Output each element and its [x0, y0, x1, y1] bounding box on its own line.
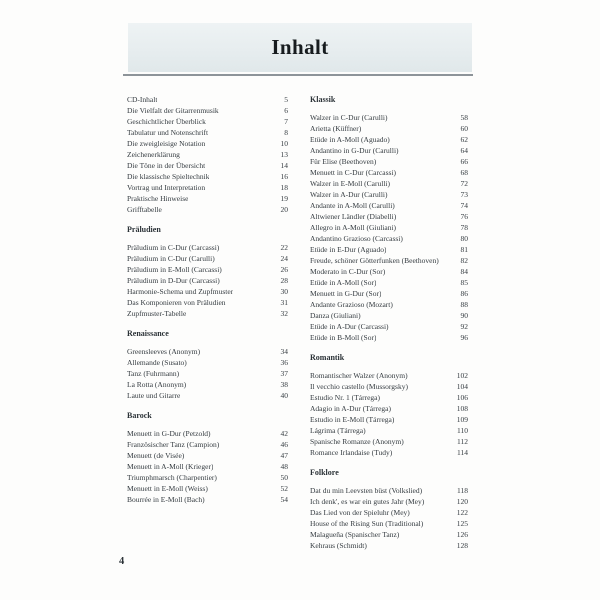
- toc-entry-page-number: 122: [456, 508, 468, 517]
- toc-entry-page-number: 106: [456, 393, 468, 402]
- toc-entry: [127, 275, 288, 286]
- toc-entry-page-number: 20: [280, 205, 288, 214]
- toc-entry: [127, 149, 288, 160]
- toc-entry-title: Andantino in G-Dur (Carulli): [310, 146, 399, 155]
- toc-entry: [310, 436, 468, 447]
- toc-entry: [310, 145, 468, 156]
- toc-entry-title: La Rotta (Anonym): [127, 380, 187, 389]
- toc-entry-title: Estudio in E-Moll (Tárrega): [310, 415, 395, 424]
- toc-entry: [310, 414, 468, 425]
- toc-entry-title: Walzer in A-Dur (Carulli): [310, 190, 388, 199]
- toc-entry-page-number: 78: [460, 223, 468, 232]
- toc-entry-title: Dat du min Leevsten büst (Volkslied): [310, 486, 423, 495]
- toc-entry: [310, 200, 468, 211]
- toc-entry-title: Präludium in C-Dur (Carulli): [127, 254, 215, 263]
- toc-entry-page-number: 32: [280, 309, 288, 318]
- toc-entry-page-number: 76: [460, 212, 468, 221]
- toc-entry-page-number: 84: [460, 267, 468, 276]
- toc-entry-title: Danza (Giuliani): [310, 311, 361, 320]
- toc-section-heading: Folklore: [310, 468, 339, 477]
- toc-section: [310, 467, 468, 551]
- toc-entry-title: Etüde in E-Dur (Aguado): [310, 245, 387, 254]
- page-title: Inhalt: [271, 35, 329, 59]
- toc-entry-title: Präludium in D-Dur (Carcassi): [127, 276, 220, 285]
- toc-entry-title: Präludium in E-Moll (Carcassi): [127, 265, 222, 274]
- toc-entry: [310, 496, 468, 507]
- toc-entry: [127, 428, 288, 439]
- toc-entry: [310, 222, 468, 233]
- toc-entry-title: Zupfmuster-Tabelle: [127, 309, 187, 318]
- toc-entry: [310, 112, 468, 123]
- toc-entry-title: Malagueña (Spanischer Tanz): [310, 530, 400, 539]
- toc-entry: [310, 266, 468, 277]
- toc-entry-page-number: 60: [460, 124, 468, 133]
- toc-entry: [310, 211, 468, 222]
- toc-entry-page-number: 5: [284, 95, 288, 104]
- toc-entry: [310, 425, 468, 436]
- toc-entry-page-number: 16: [280, 172, 288, 181]
- toc-entry-page-number: 14: [280, 161, 288, 170]
- toc-entry-page-number: 126: [456, 530, 468, 539]
- toc-entry-page-number: 102: [456, 371, 468, 380]
- toc-entry-page-number: 30: [280, 287, 288, 296]
- toc-entry-page-number: 72: [460, 179, 468, 188]
- toc-section: [127, 410, 288, 505]
- toc-entry: [310, 178, 468, 189]
- toc-entry-title: Andante in A-Moll (Carulli): [310, 201, 395, 210]
- toc-entry-title: Romantischer Walzer (Anonym): [310, 371, 408, 380]
- toc-entry-page-number: 96: [460, 333, 468, 342]
- toc-entry-page-number: 18: [280, 183, 288, 192]
- toc-entry-page-number: 86: [460, 289, 468, 298]
- toc-entry-page-number: 10: [280, 139, 288, 148]
- toc-entry-title: Das Komponieren von Präludien: [127, 298, 226, 307]
- toc-entry-title: Walzer in E-Moll (Carulli): [310, 179, 390, 188]
- toc-entry-page-number: 52: [280, 484, 288, 493]
- toc-entry: [310, 447, 468, 458]
- toc-section: [310, 94, 468, 343]
- toc-entry-page-number: 66: [460, 157, 468, 166]
- toc-entry-page-number: 62: [460, 135, 468, 144]
- toc-entry-title: Geschichtlicher Überblick: [127, 117, 206, 126]
- toc-entry: [127, 357, 288, 368]
- toc-entry-title: Il vecchio castello (Mussorgsky): [310, 382, 408, 391]
- toc-entry-page-number: 34: [280, 347, 288, 356]
- toc-entry-title: Die Töne in der Übersicht: [127, 161, 206, 170]
- toc-entry: [127, 242, 288, 253]
- toc-entry: [127, 182, 288, 193]
- toc-entry: [310, 332, 468, 343]
- toc-entry: [310, 288, 468, 299]
- toc-entry-page-number: 128: [456, 541, 468, 550]
- toc-section-heading: Renaissance: [127, 329, 169, 338]
- toc-entry-title: Etüde in B-Moll (Sor): [310, 333, 377, 342]
- toc-entry-title: Praktische Hinweise: [127, 194, 189, 203]
- toc-entry: [310, 485, 468, 496]
- toc-entry-page-number: 64: [460, 146, 468, 155]
- toc-entry: [310, 299, 468, 310]
- toc-entry: [310, 381, 468, 392]
- toc-entry: [127, 94, 288, 105]
- toc-entry-title: Französischer Tanz (Campion): [127, 440, 220, 449]
- toc-entry-title: Für Elise (Beethoven): [310, 157, 377, 166]
- toc-entry-title: Moderato in C-Dur (Sor): [310, 267, 386, 276]
- page-number: 4: [119, 556, 125, 567]
- toc-entry-page-number: 82: [460, 256, 468, 265]
- toc-entry-page-number: 50: [280, 473, 288, 482]
- page-header: [128, 23, 472, 72]
- toc-entry-title: Tabulatur und Notenschrift: [127, 128, 209, 137]
- toc-column-left: [127, 94, 288, 505]
- toc-entry-page-number: 92: [460, 322, 468, 331]
- toc-entry-page-number: 73: [460, 190, 468, 199]
- toc-entry-page-number: 19: [280, 194, 288, 203]
- toc-entry: [127, 138, 288, 149]
- toc-entry-page-number: 24: [280, 254, 288, 263]
- toc-entry-title: Präludium in C-Dur (Carcassi): [127, 243, 220, 252]
- toc-entry-page-number: 120: [456, 497, 468, 506]
- toc-entry-title: Bourrée in E-Moll (Bach): [127, 495, 205, 504]
- toc-entry-title: Tanz (Fuhrmann): [127, 369, 180, 378]
- toc-entry-title: Kehraus (Schmidt): [310, 541, 367, 550]
- toc-entry: [127, 461, 288, 472]
- toc-entry: [310, 529, 468, 540]
- toc-entry: [127, 390, 288, 401]
- toc-entry-title: Greensleeves (Anonym): [127, 347, 201, 356]
- toc-entry-title: Menuett in C-Dur (Carcassi): [310, 168, 397, 177]
- toc-entry-title: Vortrag und Interpretation: [127, 183, 206, 192]
- toc-entry-title: Zeichenerklärung: [127, 150, 180, 159]
- toc-entry-page-number: 88: [460, 300, 468, 309]
- toc-entry-title: Allemande (Susato): [127, 358, 187, 367]
- toc-entry-title: Walzer in C-Dur (Carulli): [310, 113, 388, 122]
- toc-entry-page-number: 118: [457, 486, 468, 495]
- toc-entry-page-number: 108: [456, 404, 468, 413]
- toc-entry-page-number: 90: [460, 311, 468, 320]
- toc-entry: [127, 160, 288, 171]
- toc-entry-page-number: 38: [280, 380, 288, 389]
- toc-entry-title: Romance Irlandaise (Tudy): [310, 448, 393, 457]
- toc-entry-title: Lágrima (Tárrega): [310, 426, 366, 435]
- toc-entry-title: Harmonie-Schema und Zupfmuster: [127, 287, 234, 296]
- toc-entry-title: Adagio in A-Dur (Tárrega): [310, 404, 392, 413]
- toc-entry-title: Etüde in A-Moll (Aguado): [310, 135, 390, 144]
- toc-entry: [310, 255, 468, 266]
- toc-entry-page-number: 31: [280, 298, 288, 307]
- toc-entry: [310, 123, 468, 134]
- toc-entry-page-number: 26: [280, 265, 288, 274]
- toc-entry: [310, 392, 468, 403]
- toc-entry-page-number: 47: [280, 451, 288, 460]
- toc-entry-page-number: 112: [457, 437, 468, 446]
- toc-entry-title: CD-Inhalt: [127, 95, 158, 104]
- toc-entry-title: Triumphmarsch (Charpentier): [127, 473, 217, 482]
- toc-entry-page-number: 48: [280, 462, 288, 471]
- toc-entry: [127, 472, 288, 483]
- toc-entry: [127, 286, 288, 297]
- toc-entry-title: Menuett in A-Moll (Krieger): [127, 462, 214, 471]
- header-rule: [123, 74, 473, 76]
- toc-entry-page-number: 109: [456, 415, 468, 424]
- toc-entry-title: Andantino Grazioso (Carcassi): [310, 234, 403, 243]
- toc-section-heading: Klassik: [310, 95, 336, 104]
- toc-entry-page-number: 80: [460, 234, 468, 243]
- toc-entry-page-number: 104: [456, 382, 468, 391]
- toc-entry-page-number: 36: [280, 358, 288, 367]
- toc-entry: [127, 264, 288, 275]
- toc-entry-title: Estudio Nr. 1 (Tárrega): [310, 393, 380, 402]
- toc-section: [127, 94, 288, 215]
- toc-entry-title: Menuett in G-Dur (Petzold): [127, 429, 211, 438]
- toc-entry: [127, 346, 288, 357]
- toc-entry: [127, 116, 288, 127]
- toc-section: [127, 328, 288, 401]
- toc-entry-title: Das Lied von der Spieluhr (Mey): [310, 508, 410, 517]
- toc-entry: [127, 253, 288, 264]
- toc-entry: [127, 368, 288, 379]
- toc-entry-page-number: 110: [457, 426, 468, 435]
- toc-entry-title: Laute und Gitarre: [127, 391, 181, 400]
- toc-entry: [127, 105, 288, 116]
- toc-section-heading: Barock: [127, 411, 152, 420]
- toc-entry-page-number: 40: [280, 391, 288, 400]
- toc-entry: [310, 370, 468, 381]
- toc-entry-page-number: 125: [456, 519, 468, 528]
- toc-entry: [310, 403, 468, 414]
- toc-entry-page-number: 114: [457, 448, 468, 457]
- toc-entry-page-number: 7: [284, 117, 288, 126]
- toc-entry-page-number: 85: [460, 278, 468, 287]
- toc-entry-title: Andante Grazioso (Mozart): [310, 300, 393, 309]
- toc-entry: [310, 233, 468, 244]
- toc-entry-title: Die klassische Spieltechnik: [127, 172, 210, 181]
- toc-entry: [127, 483, 288, 494]
- toc-entry-page-number: 22: [280, 243, 288, 252]
- toc-entry: [127, 494, 288, 505]
- toc-entry-page-number: 13: [280, 150, 288, 159]
- toc-entry: [127, 193, 288, 204]
- toc-entry: [127, 297, 288, 308]
- toc-entry-title: Ich denk', es war ein gutes Jahr (Mey): [310, 497, 425, 506]
- toc-entry-page-number: 68: [460, 168, 468, 177]
- toc-entry-page-number: 46: [280, 440, 288, 449]
- toc-entry: [127, 379, 288, 390]
- toc-entry: [310, 134, 468, 145]
- toc-entry: [310, 189, 468, 200]
- toc-entry-title: Freude, schöner Götterfunken (Beethoven): [310, 256, 439, 265]
- toc-entry-title: Altwiener Ländler (Diabelli): [310, 212, 397, 221]
- toc-entry-page-number: 81: [460, 245, 468, 254]
- toc-entry-title: Menuett (de Visée): [127, 451, 185, 460]
- toc-section-heading: Präludien: [127, 225, 161, 234]
- toc-section: [127, 224, 288, 319]
- toc-entry-title: Grifftabelle: [127, 205, 162, 214]
- toc-entry-title: Arietta (Küffner): [310, 124, 362, 133]
- toc-entry-page-number: 58: [460, 113, 468, 122]
- toc-entry-page-number: 74: [460, 201, 468, 210]
- toc-entry: [127, 127, 288, 138]
- toc-entry: [310, 156, 468, 167]
- toc-entry-title: Die Vielfalt der Gitarrenmusik: [127, 106, 219, 115]
- toc-entry-page-number: 8: [284, 128, 288, 137]
- toc-entry-title: Etüde in A-Dur (Carcassi): [310, 322, 389, 331]
- toc-entry-page-number: 28: [280, 276, 288, 285]
- toc-entry: [310, 507, 468, 518]
- toc-entry: [310, 321, 468, 332]
- toc-section: [310, 352, 468, 458]
- toc-entry: [310, 244, 468, 255]
- toc-entry-page-number: 37: [280, 369, 288, 378]
- toc-entry: [310, 540, 468, 551]
- toc-entry: [310, 310, 468, 321]
- toc-entry: [127, 308, 288, 319]
- toc-entry: [127, 171, 288, 182]
- toc-entry-title: Menuett in E-Moll (Weiss): [127, 484, 208, 493]
- toc-entry-title: House of the Rising Sun (Traditional): [310, 519, 424, 528]
- toc-entry-title: Menuett in G-Dur (Sor): [310, 289, 382, 298]
- toc-entry: [310, 518, 468, 529]
- toc-entry-title: Spanische Romanze (Anonym): [310, 437, 404, 446]
- toc-entry-title: Die zweigleisige Notation: [127, 139, 206, 148]
- toc-section-heading: Romantik: [310, 353, 345, 362]
- toc-entry: [127, 204, 288, 215]
- toc-entry: [127, 439, 288, 450]
- toc-entry-title: Allegro in A-Moll (Giuliani): [310, 223, 397, 232]
- toc-entry: [310, 167, 468, 178]
- toc-entry-page-number: 6: [284, 106, 288, 115]
- toc-entry-page-number: 54: [280, 495, 288, 504]
- toc-entry: [310, 277, 468, 288]
- toc-entry-page-number: 42: [280, 429, 288, 438]
- toc-column-right: [310, 94, 468, 551]
- toc-entry-title: Etüde in A-Moll (Sor): [310, 278, 377, 287]
- toc-entry: [127, 450, 288, 461]
